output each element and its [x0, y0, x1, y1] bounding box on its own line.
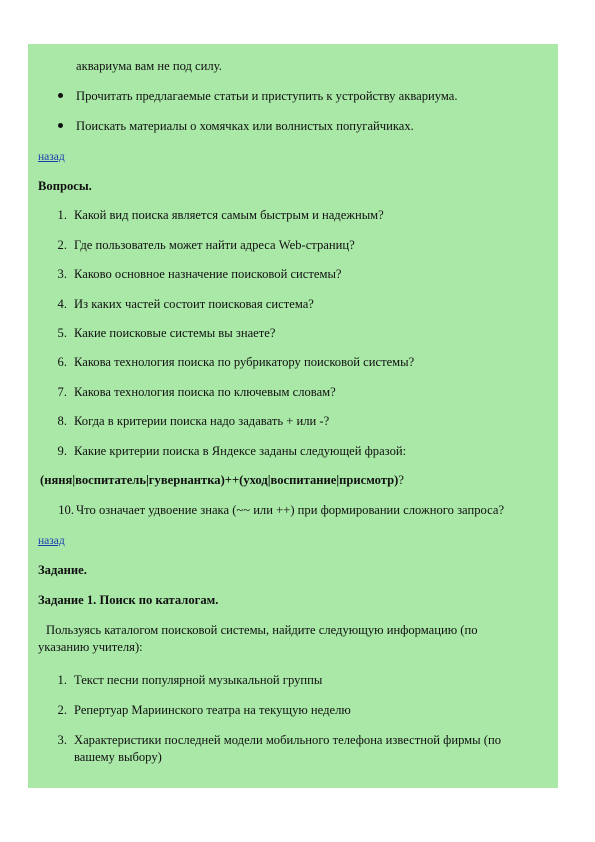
task-number: 3.: [57, 733, 67, 747]
question-number: 6.: [57, 355, 67, 369]
task-number: 1.: [57, 673, 67, 687]
question-item: Какова технология поиска по рубрикатору поисковой системы?: [74, 355, 415, 369]
bullet-dot-icon: [58, 93, 63, 98]
question-number: 7.: [57, 385, 67, 399]
bullet-item-1: Прочитать предлагаемые статьи и приступить к устройству аквариума.: [76, 89, 458, 103]
question-item: Какие критерии поиска в Яндексе заданы следующей фразой:: [74, 444, 407, 458]
back-link[interactable]: назад: [38, 151, 65, 163]
task-item: Текст песни популярной музыкальной группы: [74, 673, 323, 687]
questions-heading: Вопросы.: [38, 179, 92, 193]
task-intro-line-1: Пользуясь каталогом поисковой системы, найдите следующую информацию (по: [46, 623, 478, 637]
question-item: Из каких частей состоит поисковая система?: [74, 297, 314, 311]
task-subheading: Задание 1. Поиск по каталогам.: [38, 593, 219, 607]
question-number: 8.: [57, 414, 67, 428]
question-number: 1.: [57, 208, 67, 222]
task-heading: Задание.: [38, 563, 87, 577]
question-number: 5.: [57, 326, 67, 340]
question-item: Каково основное назначение поисковой системы?: [74, 267, 342, 281]
bullet-continuation: аквариума вам не под силу.: [76, 59, 222, 73]
question-number: 10.: [58, 503, 74, 517]
question-item: Какова технология поиска по ключевым словам?: [74, 385, 336, 399]
task-item: Репертуар Мариинского театра на текущую неделю: [74, 703, 351, 717]
question-number: 4.: [57, 297, 67, 311]
question-number: 9.: [57, 444, 67, 458]
search-query-example: [40, 472, 404, 488]
question-number: 2.: [57, 238, 67, 252]
task-item: Характеристики последней модели мобильного телефона известной фирмы (по: [74, 733, 501, 747]
question-item: Какие поисковые системы вы знаете?: [74, 326, 276, 340]
bullet-item-2: Поискать материалы о хомячках или волнистых попугайчиках.: [76, 119, 414, 133]
search-query-bold: (няня|воспитатель|гувернантка)++(уход|воспитание|присмотр): [40, 473, 399, 487]
task-intro-line-2: указанию учителя):: [38, 640, 143, 654]
task-item-continuation: вашему выбору): [74, 750, 162, 764]
task-number: 2.: [57, 703, 67, 717]
question-number: 3.: [57, 267, 67, 281]
question-item: Что означает удвоение знака (~~ или ++) при формировании сложного запроса?: [76, 503, 505, 517]
question-item: Где пользователь может найти адреса Web-страниц?: [74, 238, 355, 252]
question-item: Какой вид поиска является самым быстрым и надежным?: [74, 208, 384, 222]
question-item: Когда в критерии поиска надо задавать + или -?: [74, 414, 330, 428]
back-link[interactable]: назад: [38, 535, 65, 547]
search-query-tail: ?: [398, 473, 404, 487]
bullet-dot-icon: [58, 123, 63, 128]
